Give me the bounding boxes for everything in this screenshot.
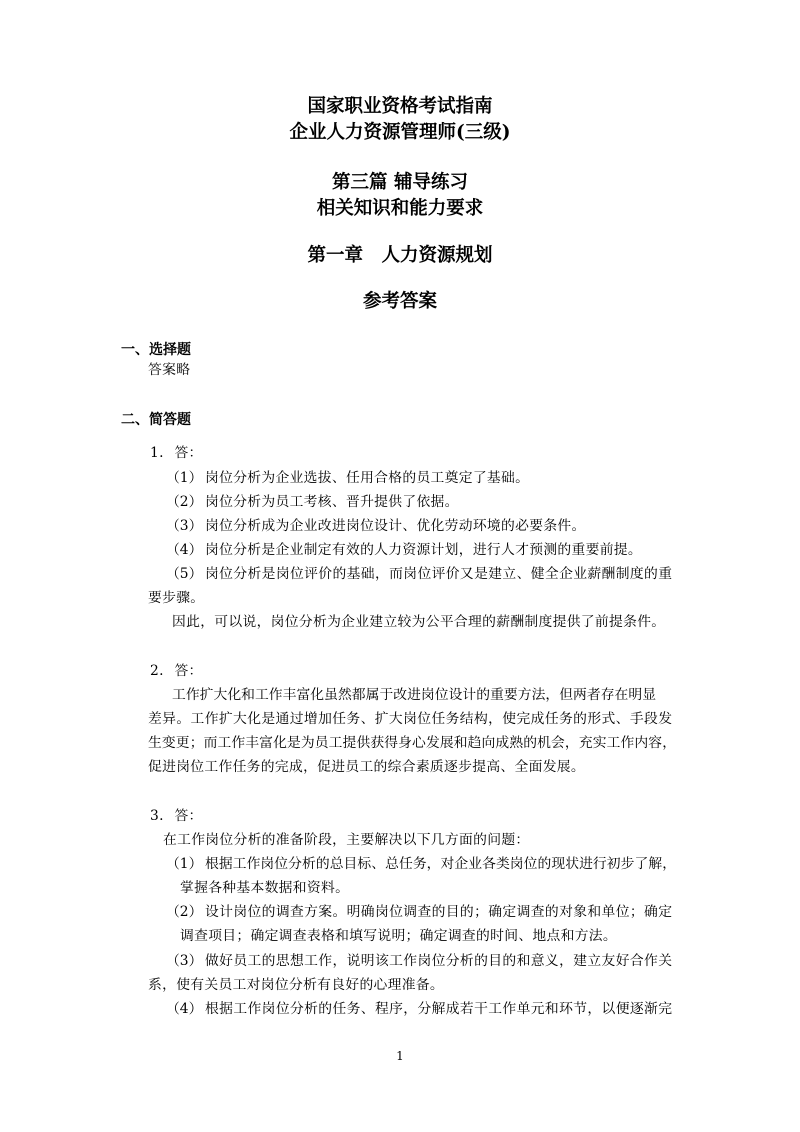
item-text: 设计岗位的调查方案。明确岗位调查的目的；确定调查的对象和单位；确定 [205,904,672,920]
question-3-label: 3. 答： [150,808,203,824]
short-answer-heading: 二、简答题 [121,412,191,428]
item-number: （3） [166,953,203,969]
question-2-label: 2. 答： [150,663,203,679]
item-text: 岗位分析为企业选拔、任用合格的员工奠定了基础。 [205,470,530,486]
item-text: 岗位分析成为企业改进岗位设计、优化劳动环境的必要条件。 [205,518,586,534]
choice-section-answer: 答案略 [148,362,191,378]
paragraph-line: 生变更；而工作丰富化是为员工提供获得身心发展和趋向成熟的机会，充实工作内容， [148,735,676,751]
item-text: 岗位分析是岗位评价的基础，而岗位评价又是建立、健全企业薪酬制度的重 [205,566,672,582]
paragraph-line: 工作扩大化和工作丰富化虽然都属于改进岗位设计的重要方法，但两者存在明显 [172,687,656,703]
guide-title: 国家职业资格考试指南 [307,96,493,117]
item-text: 根据工作岗位分析的总目标、总任务，对企业各类岗位的现状进行初步了解， [205,856,676,872]
paragraph-line: 差异。工作扩大化是通过增加任务、扩大岗位任务结构，使完成任务的形式、手段发 [148,711,672,727]
item-text: 岗位分析为员工考核、晋升提供了依据。 [205,494,459,510]
part-title: 第三篇 辅导练习 [332,172,468,193]
qualification-title: 企业人力资源管理师(三级) [289,122,511,143]
item-number: （1） [166,856,203,872]
page-number: 1 [396,1049,404,1063]
chapter-title: 第一章 人力资源规划 [307,245,493,266]
item-text-continued: 要步骤。 [148,590,205,606]
item-text: 做好员工的思想工作，说明该工作岗位分析的目的和意义，建立友好合作关 [205,953,672,969]
answers-title: 参考答案 [362,291,437,312]
item-text: 岗位分析是企业制定有效的人力资源计划，进行人才预测的重要前提。 [205,542,643,558]
question-1-label: 1. 答： [150,445,203,461]
item-text: 根据工作岗位分析的任务、程序，分解成若干工作单元和环节，以便逐渐完 [205,1001,672,1017]
choice-section-heading: 一、选择题 [121,342,191,358]
item-number: （5） [166,566,203,582]
item-number: （3） [166,518,203,534]
item-text-continued: 掌握各种基本数据和资料。 [180,880,350,896]
item-text-continued: 调查项目；确定调查表格和填写说明；确定调查的时间、地点和方法。 [180,928,618,944]
item-number: （4） [166,542,203,558]
item-number: （4） [166,1001,203,1017]
item-number: （1） [166,470,203,486]
paragraph-line: 促进岗位工作任务的完成，促进员工的综合素质逐步提高、全面发展。 [148,759,586,775]
part-subtitle: 相关知识和能力要求 [316,198,484,219]
item-number: （2） [166,904,203,920]
item-number: （2） [166,494,203,510]
question-1-conclusion: 因此，可以说，岗位分析为企业建立较为公平合理的薪酬制度提供了前提条件。 [172,614,666,630]
item-text-continued: 系，使有关员工对岗位分析有良好的心理准备。 [148,977,445,993]
question-3-intro: 在工作岗位分析的准备阶段，主要解决以下几方面的问题： [163,832,530,848]
